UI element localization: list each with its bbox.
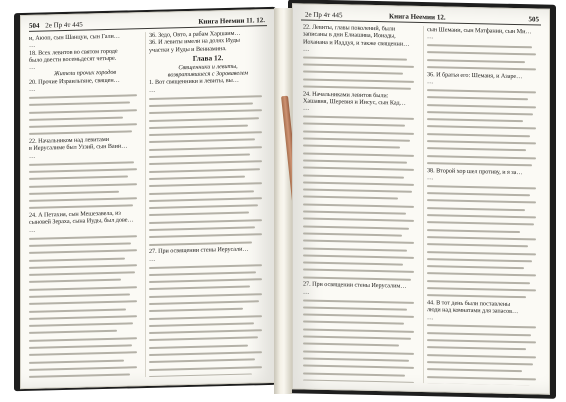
left-page-reference: 2е Пр 4т 445 (45, 20, 83, 30)
text-line: … (427, 174, 434, 182)
right-page-number: 505 (528, 15, 539, 24)
text-line: … (29, 85, 36, 93)
text-line: 24. Начальниками левитов были: (303, 90, 389, 99)
illegible-text-block (29, 158, 141, 212)
illegible-text-block (303, 113, 419, 283)
left-page-header (29, 21, 83, 30)
text-line: … (427, 78, 434, 86)
right-page-reference: 2е Пр 4т 445 (305, 10, 343, 20)
left-page-title: Книга Неемии 11. 12. (198, 16, 265, 26)
text-line: в Иерусалиме был Уззий, сын Ваии… (29, 142, 128, 153)
illegible-text-block (427, 42, 541, 74)
text-line: … (29, 226, 36, 234)
text-line: 36. Зедо, Овто, а рабам Харшаим… (149, 29, 241, 39)
left-column-divider (145, 32, 146, 377)
right-column-b (427, 26, 541, 385)
text-line: … (29, 152, 36, 160)
text-line: Иоханана и Иаддуя, и также священни… (303, 38, 410, 48)
text-line: 1. Вот священники и левиты, вы… (149, 77, 239, 87)
text-line: участки у Иуды и Вениамина. (149, 44, 227, 54)
illegible-text-block (427, 87, 541, 170)
illegible-text-block (29, 92, 141, 139)
text-line: 27. При освящении стены Иерусалим… (303, 280, 407, 291)
text-line: было двести восемьдесят четыре. (29, 54, 117, 64)
right-column-divider (423, 26, 424, 383)
text-line: 22. Начальником над левитами (29, 136, 109, 146)
section-heading: Жители прочих городов (53, 69, 117, 78)
right-page (292, 3, 550, 394)
text-line: … (303, 288, 310, 296)
text-line: … (427, 313, 434, 321)
text-line: 20. Прочие Израильтяне, священ… (29, 76, 120, 86)
text-line: 18. Всех левитов во святом городе (29, 47, 118, 57)
text-line: … (303, 104, 310, 112)
left-column-a (29, 32, 141, 380)
chapter-heading: Глава 12. (192, 53, 224, 63)
left-column-b (149, 29, 267, 377)
text-line: сын Шемаии, сын Матфании, сын Ми… (427, 26, 532, 36)
text-line: 24. А Петахия, сын Мешезавела, из (29, 209, 121, 220)
text-line: 36. И левиты имели на долях Иуды (149, 37, 240, 47)
text-line: записаны в дни Елиашива, Иоиады, (303, 30, 396, 40)
left-page (20, 9, 276, 389)
illegible-text-block (303, 54, 419, 93)
illegible-text-block (427, 322, 541, 386)
right-column-a (303, 24, 419, 383)
illegible-text-block (29, 232, 141, 380)
illegible-text-block (149, 92, 267, 248)
text-line: сыновей Зераха, сына Иуды, был дове… (29, 216, 134, 227)
text-line: Хашавия, Шеревия и Иисус, сын Кад… (303, 97, 406, 107)
illegible-text-block (427, 182, 541, 301)
text-line: 22. Левиты, главы поколений, были (303, 23, 396, 33)
illegible-text-block (303, 297, 419, 383)
text-line: … (149, 255, 156, 263)
text-line: люди над комнатами для запасов… (427, 306, 519, 316)
book-spine (274, 8, 292, 394)
text-line: … (303, 45, 310, 53)
text-line: 27. При освящении стены Иерусали… (149, 245, 249, 256)
section-heading: возвратившиеся с Зоровавелем (167, 69, 249, 79)
section-heading: Священники и левиты, (178, 62, 238, 72)
illegible-text-block (149, 261, 267, 377)
text-line: … (29, 42, 36, 50)
text-line: … (29, 63, 36, 72)
text-line: 36. И братья его: Шемаия, и Азаре… (427, 70, 523, 80)
text-line: и, Аюоп, сын Шанцуи, сын Гали… (29, 32, 120, 42)
text-line: 44. В тот день были поставлены (427, 299, 511, 308)
text-line: … (427, 33, 434, 41)
right-page-title: Книга Неемии 12. (389, 12, 446, 22)
text-line: 38. Второй хор шел противу, и я за… (427, 166, 523, 176)
text-line: … (149, 86, 156, 94)
left-page-number: 504 (29, 21, 40, 30)
